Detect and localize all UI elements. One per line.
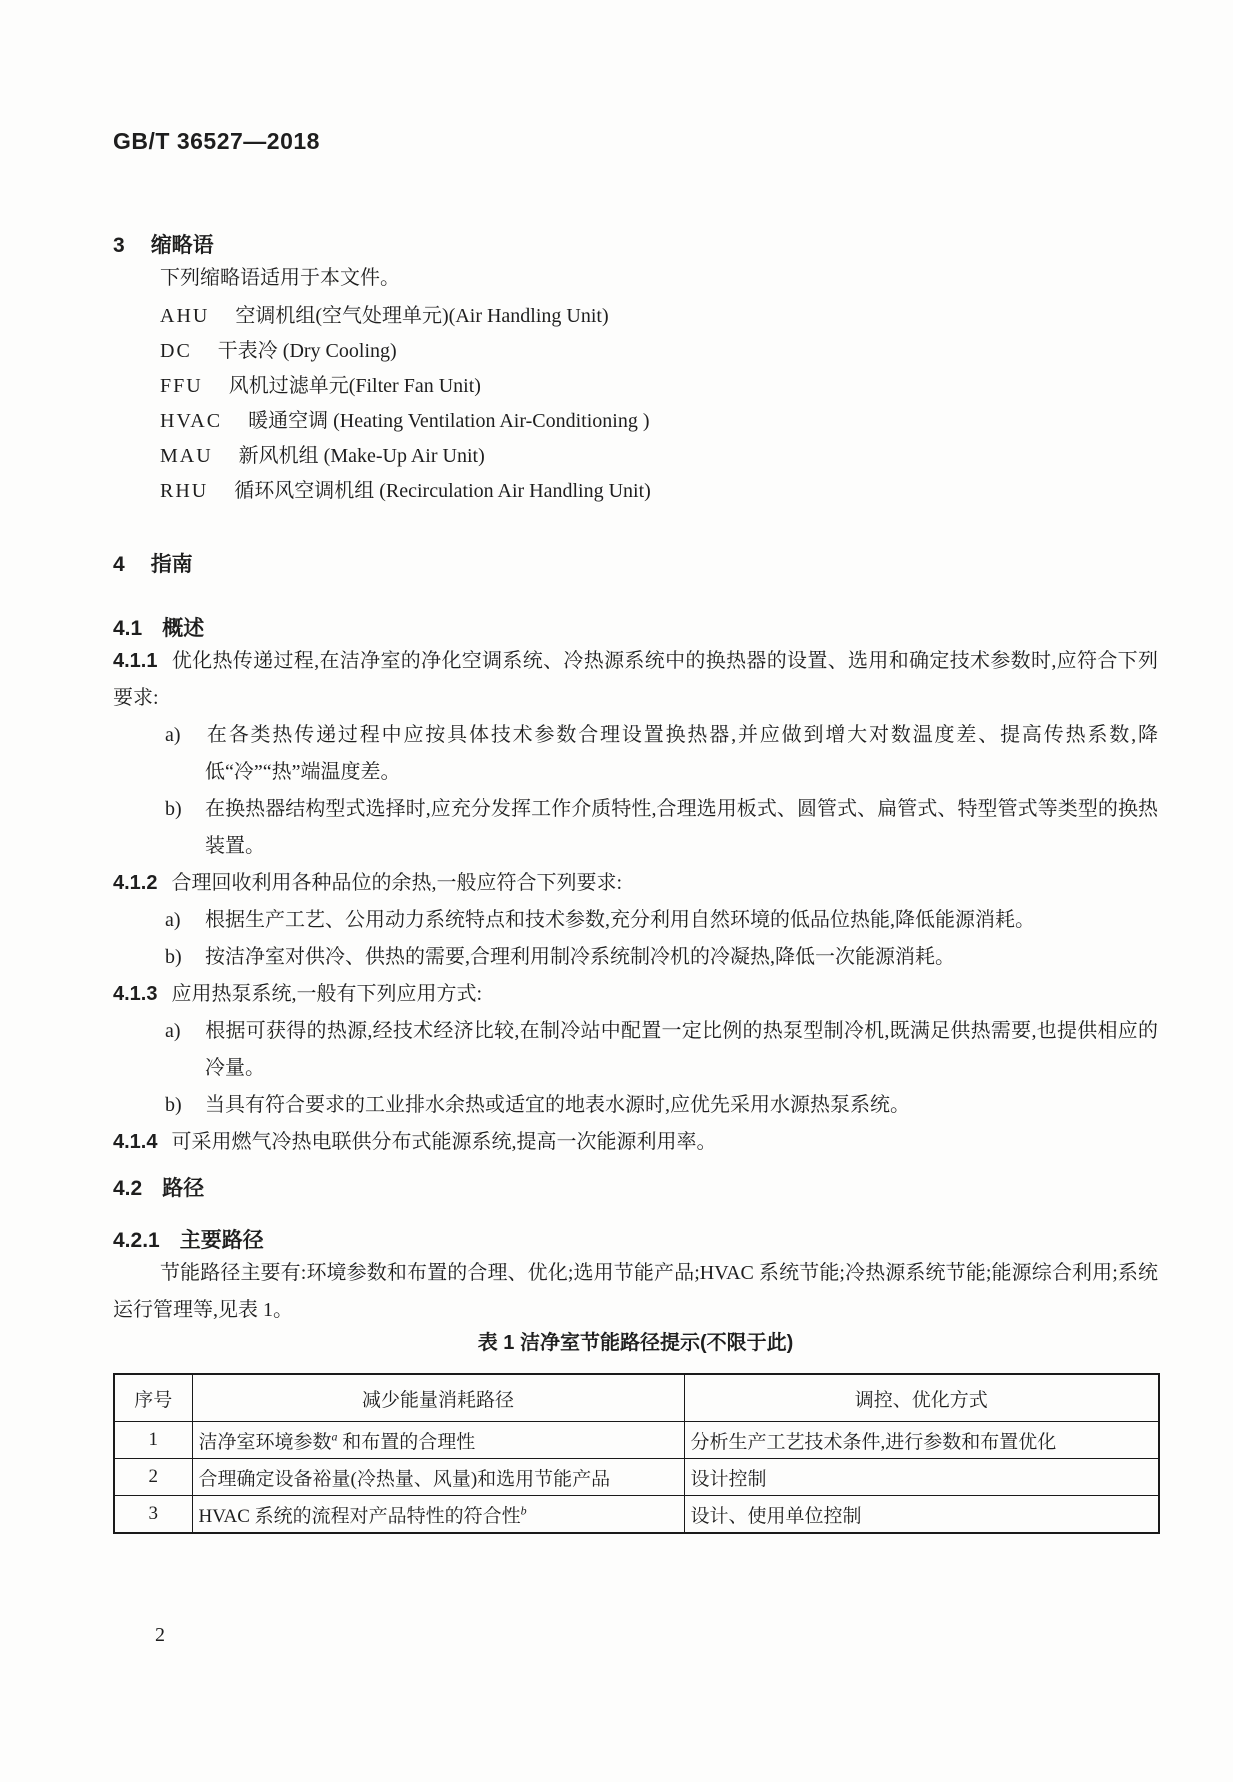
cell-no: 3 <box>114 1496 192 1534</box>
clause-text: 优化热传递过程,在洁净室的净化空调系统、冷热源系统中的换热器的设置、选用和确定技术参数时,应符合下列要求: <box>113 650 1158 709</box>
footnote-ref-a: a <box>331 1429 338 1444</box>
item-label: b) <box>165 946 182 968</box>
clause-number: 4.1.2 <box>113 872 158 894</box>
clause-4-1-3-item-b <box>113 1087 1158 1124</box>
abbr-term: FFU <box>160 375 203 397</box>
table-row <box>114 1422 1159 1459</box>
section-4-heading <box>113 551 1158 579</box>
item-label: a) <box>165 1020 181 1042</box>
clause-4-1-2-item-b <box>113 939 1158 976</box>
section-4-title: 指南 <box>150 553 193 576</box>
clause-4-1-2-item-a <box>113 902 1158 939</box>
paragraph-4-2-1: 节能路径主要有:环境参数和布置的合理、优化;选用节能产品;HVAC 系统节能;冷热源系统节能;能源综合利用;系统运行管理等,见表 1。 <box>113 1262 1158 1321</box>
cell-path <box>192 1422 684 1459</box>
cell-path <box>192 1496 684 1534</box>
header-cell-no: 序号 <box>114 1374 192 1422</box>
item-label: a) <box>165 724 181 746</box>
abbr-definition: 暖通空调 (Heating Ventilation Air-Conditioning ) <box>248 410 650 432</box>
section-4-2-title: 路径 <box>162 1177 205 1200</box>
energy-saving-paths-table <box>113 1373 1160 1534</box>
abbr-term: RHU <box>160 480 209 502</box>
abbr-definition: 循环风空调机组 (Recirculation Air Handling Unit) <box>234 480 651 502</box>
section-3-number: 3 <box>113 234 125 257</box>
abbreviation-mau <box>113 439 1158 474</box>
section-3-title: 缩略语 <box>150 234 214 257</box>
page-number: 2 <box>155 1624 165 1646</box>
section-4-2-1-title: 主要路径 <box>179 1229 264 1252</box>
item-text: 按洁净室对供冷、供热的需要,合理利用制冷系统制冷机的冷凝热,降低一次能源消耗。 <box>205 946 955 968</box>
abbreviations-list <box>113 299 1158 509</box>
abbr-definition: 空调机组(空气处理单元)(Air Handling Unit) <box>235 305 609 327</box>
abbreviation-ffu <box>113 369 1158 404</box>
abbreviation-dc <box>113 334 1158 369</box>
header-cell-path: 减少能量消耗路径 <box>192 1374 684 1422</box>
item-text: 根据生产工艺、公用动力系统特点和技术参数,充分利用自然环境的低品位热能,降低能源消耗。 <box>205 909 1035 931</box>
cell-no: 1 <box>114 1422 192 1459</box>
section-4-2-heading <box>113 1175 1158 1203</box>
cell-path <box>192 1459 684 1496</box>
clause-4-1-1 <box>113 643 1158 717</box>
clause-text: 应用热泵系统,一般有下列应用方式: <box>171 983 483 1005</box>
cell-no: 2 <box>114 1459 192 1496</box>
section-4-number: 4 <box>113 553 125 576</box>
clause-4-1-3-item-a <box>113 1013 1158 1087</box>
section-4-2-1-number: 4.2.1 <box>113 1229 160 1252</box>
clause-number: 4.1.1 <box>113 650 158 672</box>
abbreviation-rhu <box>113 474 1158 509</box>
clause-4-1-4 <box>113 1124 1158 1161</box>
footnote-ref-b: b <box>520 1503 527 1518</box>
clause-number: 4.1.3 <box>113 983 158 1005</box>
abbr-definition: 风机过滤单元(Filter Fan Unit) <box>228 375 481 397</box>
table-row <box>114 1459 1159 1496</box>
clause-text: 合理回收利用各种品位的余热,一般应符合下列要求: <box>171 872 623 894</box>
path-text: 洁净室环境参数 <box>198 1431 332 1453</box>
cell-method: 设计、使用单位控制 <box>684 1496 1159 1534</box>
abbreviation-ahu <box>113 299 1158 334</box>
item-label: b) <box>165 1094 182 1116</box>
clause-4-1-1-item-b <box>113 791 1158 865</box>
path-text: 合理确定设备裕量(冷热量、风量)和选用节能产品 <box>198 1468 611 1490</box>
section-4-1-title: 概述 <box>162 617 205 640</box>
item-text: 在各类热传递过程中应按具体技术参数合理设置换热器,并应做到增大对数温度差、提高传热系数,降低“冷”“热”端温度差。 <box>205 724 1158 783</box>
clause-text: 可采用燃气冷热电联供分布式能源系统,提高一次能源利用率。 <box>171 1131 717 1153</box>
abbr-term: HVAC <box>160 410 223 432</box>
table-header-row <box>114 1374 1159 1422</box>
section-4-1-heading <box>113 615 1158 643</box>
item-label: b) <box>165 798 182 820</box>
table-row <box>114 1496 1159 1534</box>
item-label: a) <box>165 909 181 931</box>
standard-number: GB/T 36527—2018 <box>113 128 320 154</box>
abbr-term: AHU <box>160 305 210 327</box>
clause-4-1-3 <box>113 976 1158 1013</box>
header-cell-method: 调控、优化方式 <box>684 1374 1159 1422</box>
section-3-heading <box>113 232 1158 260</box>
path-text: HVAC 系统的流程对产品特性的符合性 <box>198 1505 521 1527</box>
section-4-1-number: 4.1 <box>113 617 143 640</box>
table-1-title: 表 1 洁净室节能路径提示(不限于此) <box>477 1332 794 1354</box>
abbr-term: MAU <box>160 445 213 467</box>
cell-method: 设计控制 <box>684 1459 1159 1496</box>
clause-4-1-2 <box>113 865 1158 902</box>
abbr-term: DC <box>160 340 192 362</box>
section-4-2-1-heading <box>113 1227 1158 1255</box>
cell-method: 分析生产工艺技术条件,进行参数和布置优化 <box>684 1422 1159 1459</box>
section-4-2-number: 4.2 <box>113 1177 143 1200</box>
clause-4-1-1-item-a <box>113 717 1158 791</box>
abbreviation-hvac <box>113 404 1158 439</box>
item-text: 当具有符合要求的工业排水余热或适宜的地表水源时,应优先采用水源热泵系统。 <box>205 1094 910 1116</box>
clause-number: 4.1.4 <box>113 1131 158 1153</box>
abbr-definition: 干表冷 (Dry Cooling) <box>217 340 397 362</box>
abbr-definition: 新风机组 (Make-Up Air Unit) <box>238 445 485 467</box>
item-text: 根据可获得的热源,经技术经济比较,在制冷站中配置一定比例的热泵型制冷机,既满足供热需要,也提供相应的冷量。 <box>205 1020 1158 1079</box>
item-text: 在换热器结构型式选择时,应充分发挥工作介质特性,合理选用板式、圆管式、扁管式、特型管式等类型的换热装置。 <box>205 798 1158 857</box>
abbreviations-intro: 下列缩略语适用于本文件。 <box>160 267 400 289</box>
path-text-rest: 和布置的合理性 <box>337 1431 476 1453</box>
